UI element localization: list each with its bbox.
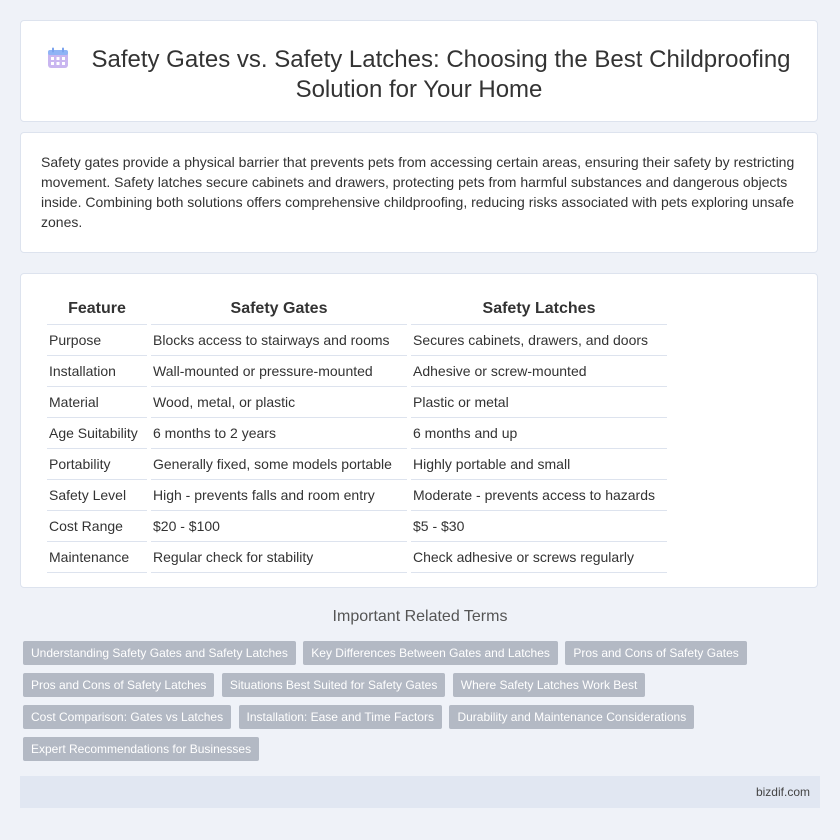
related-tag[interactable]: Where Safety Latches Work Best bbox=[453, 673, 646, 697]
latches-cell: Secures cabinets, drawers, and doors bbox=[411, 325, 667, 356]
comparison-table bbox=[43, 294, 671, 573]
header-safety-gates: Safety Gates bbox=[151, 294, 407, 325]
footer bbox=[20, 776, 820, 808]
latches-cell: $5 - $30 bbox=[411, 511, 667, 542]
related-tag[interactable]: Expert Recommendations for Businesses bbox=[23, 737, 259, 761]
gates-cell: High - prevents falls and room entry bbox=[151, 480, 407, 511]
related-tag[interactable]: Pros and Cons of Safety Gates bbox=[565, 641, 746, 665]
table-row bbox=[47, 480, 667, 511]
related-tag[interactable]: Installation: Ease and Time Factors bbox=[239, 705, 442, 729]
related-tag[interactable]: Key Differences Between Gates and Latches bbox=[303, 641, 558, 665]
latches-cell: 6 months and up bbox=[411, 418, 667, 449]
feature-cell: Safety Level bbox=[47, 480, 147, 511]
page-title bbox=[21, 45, 817, 105]
latches-cell: Plastic or metal bbox=[411, 387, 667, 418]
title-line-2: Solution for Your Home bbox=[295, 76, 543, 103]
gates-cell: Wood, metal, or plastic bbox=[151, 387, 407, 418]
title-line-1: Safety Gates vs. Safety Latches: Choosing the Best Childproofing bbox=[91, 46, 791, 73]
gates-cell: Blocks access to stairways and rooms bbox=[151, 325, 407, 356]
gates-cell: Wall-mounted or pressure-mounted bbox=[151, 356, 407, 387]
latches-cell: Moderate - prevents access to hazards bbox=[411, 480, 667, 511]
feature-cell: Age Suitability bbox=[47, 418, 147, 449]
table-row bbox=[47, 511, 667, 542]
table-header-row bbox=[47, 294, 667, 325]
table-row bbox=[47, 418, 667, 449]
latches-cell: Adhesive or screw-mounted bbox=[411, 356, 667, 387]
header-card bbox=[20, 20, 818, 122]
feature-cell: Material bbox=[47, 387, 147, 418]
feature-cell: Cost Range bbox=[47, 511, 147, 542]
related-tag[interactable]: Cost Comparison: Gates vs Latches bbox=[23, 705, 231, 729]
related-terms-title: Important Related Terms bbox=[332, 608, 508, 625]
related-tag[interactable]: Pros and Cons of Safety Latches bbox=[23, 673, 214, 697]
gates-cell: Regular check for stability bbox=[151, 542, 407, 573]
table-row bbox=[47, 449, 667, 480]
calendar-icon bbox=[47, 47, 69, 69]
related-tag[interactable]: Durability and Maintenance Considerations bbox=[449, 705, 694, 729]
table-row bbox=[47, 356, 667, 387]
intro-text: Safety gates provide a physical barrier that prevents pets from accessing certain areas, ensuring their safety by restricting movement. Safety latches secure cabinets and drawers, protecting pets from harmful substances and dangerous objects inside. Combining both solutions offers comprehensive childproofing, reducing risks associated with pets exploring unsafe zones. bbox=[41, 154, 795, 230]
footer-site-link[interactable]: bizdif.com bbox=[755, 785, 810, 799]
gates-cell: 6 months to 2 years bbox=[151, 418, 407, 449]
latches-cell: Highly portable and small bbox=[411, 449, 667, 480]
gates-cell: $20 - $100 bbox=[151, 511, 407, 542]
feature-cell: Portability bbox=[47, 449, 147, 480]
related-tag[interactable]: Situations Best Suited for Safety Gates bbox=[222, 673, 445, 697]
intro-card bbox=[20, 132, 818, 253]
feature-cell: Maintenance bbox=[47, 542, 147, 573]
feature-cell: Purpose bbox=[47, 325, 147, 356]
feature-cell: Installation bbox=[47, 356, 147, 387]
related-tag[interactable]: Understanding Safety Gates and Safety Latches bbox=[23, 641, 296, 665]
table-row bbox=[47, 542, 667, 573]
related-terms-tags bbox=[23, 641, 813, 769]
gates-cell: Generally fixed, some models portable bbox=[151, 449, 407, 480]
header-safety-latches: Safety Latches bbox=[411, 294, 667, 325]
comparison-card bbox=[20, 273, 818, 588]
table-row bbox=[47, 387, 667, 418]
table-row bbox=[47, 325, 667, 356]
header-feature: Feature bbox=[47, 294, 147, 325]
latches-cell: Check adhesive or screws regularly bbox=[411, 542, 667, 573]
